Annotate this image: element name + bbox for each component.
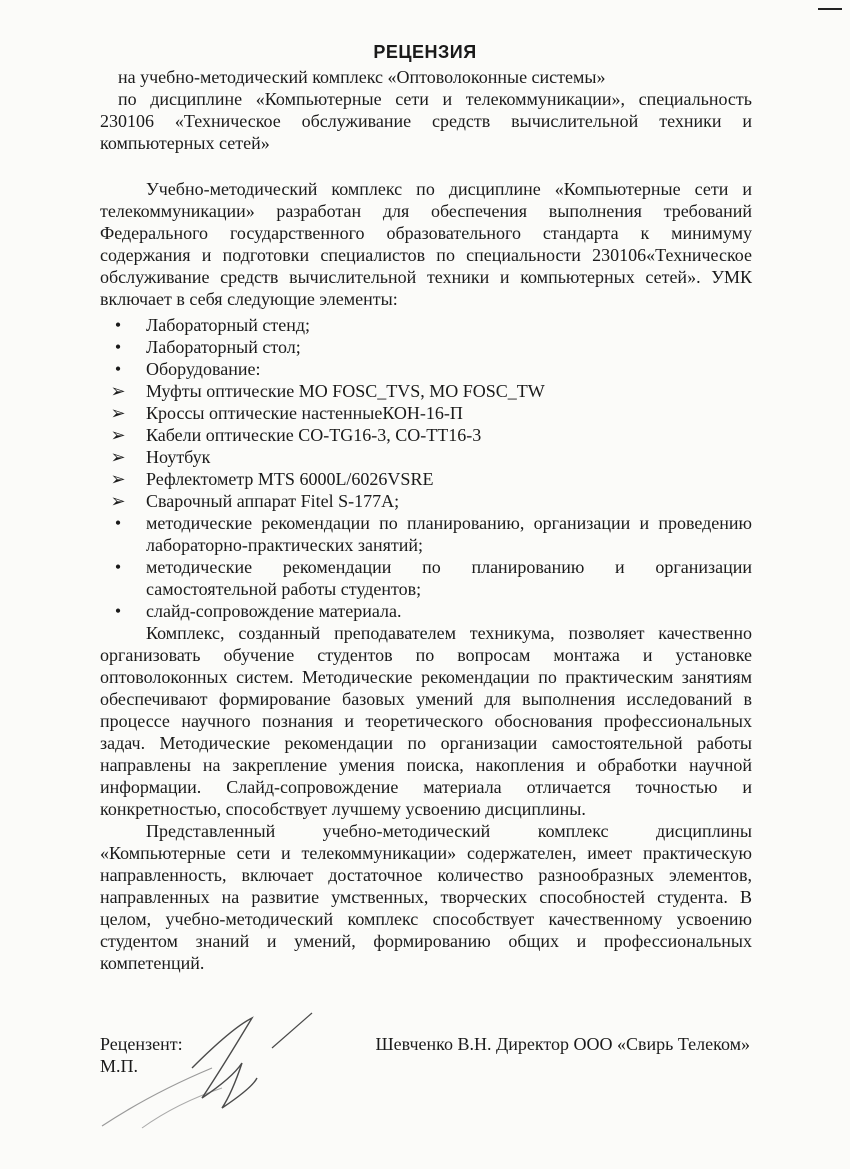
list-item-text: слайд-сопровождение материала. bbox=[146, 601, 402, 621]
list-marker: • bbox=[114, 315, 122, 335]
list-item bbox=[100, 446, 752, 468]
list-marker: • bbox=[114, 601, 122, 621]
list-marker: ➢ bbox=[110, 447, 126, 467]
list-marker: • bbox=[114, 359, 122, 379]
elements-list bbox=[100, 314, 752, 622]
header-line-discipline: по дисциплине «Компьютерные сети и телекоммуникации», специальность 230106 «Техническое обслуживание средств вычислительной техники и компьютерных сетей» bbox=[100, 89, 752, 153]
document-header bbox=[100, 66, 752, 154]
list-item-text: Сварочный аппарат Fitel S-177A; bbox=[146, 491, 400, 511]
list-item-text: Ноутбук bbox=[146, 447, 211, 467]
document-title: РЕЦЕНЗИЯ bbox=[373, 42, 477, 62]
list-item-text: Лабораторный стол; bbox=[146, 337, 301, 357]
list-item bbox=[100, 490, 752, 512]
list-item-text: Оборудование: bbox=[146, 359, 261, 379]
list-item-text: методические рекомендации по планированию и организации самостоятельной работы студентов; bbox=[146, 557, 752, 599]
seal-label: М.П. bbox=[100, 1056, 139, 1076]
list-item bbox=[100, 314, 752, 336]
conclusion-paragraph: Представленный учебно-методический комплекс дисциплины «Компьютерные сети и телекоммуникации» содержателен, имеет практическую направленность, включает достаточное количество разнообразных элементов, направленных на развитие умственных, творческих способностей студента. В целом, учебно-методический комплекс способствует качественному усвоению студентом знаний и умений, формированию общих и профессиональных компетенций. bbox=[100, 821, 752, 973]
list-marker: • bbox=[114, 337, 122, 357]
list-marker: ➢ bbox=[110, 403, 126, 423]
intro-section bbox=[100, 178, 752, 310]
signer-name: Шевченко В.Н. Директор ООО «Свирь Телеком» bbox=[375, 1034, 750, 1054]
list-item bbox=[100, 512, 752, 556]
assessment-section bbox=[100, 622, 752, 974]
intro-paragraph: Учебно-методический комплекс по дисциплине «Компьютерные сети и телекоммуникации» разработан для обеспечения выполнения требований Федерального государственного образовательного стандарта к минимуму содержания и подготовки специалистов по специальности 230106«Техническое обслуживание средств вычислительной техники и компьютерных сетей». УМК включает в себя следующие элементы: bbox=[100, 179, 752, 309]
list-marker: ➢ bbox=[110, 381, 126, 401]
list-item bbox=[100, 424, 752, 446]
reviewer-label: Рецензент: bbox=[100, 1034, 183, 1054]
list-marker: ➢ bbox=[110, 491, 126, 511]
list-item bbox=[100, 402, 752, 424]
list-item bbox=[100, 556, 752, 600]
list-item-text: Муфты оптические МО FOSC_TVS, МО FOSC_TW bbox=[146, 381, 545, 401]
list-marker: ➢ bbox=[110, 425, 126, 445]
list-item-text: Лабораторный стенд; bbox=[146, 315, 311, 335]
list-marker: ➢ bbox=[110, 469, 126, 489]
assessment-paragraph: Комплекс, созданный преподавателем техникума, позволяет качественно организовать обучение студентов по вопросам монтажа и установке оптоволоконных систем. Методические рекомендации по практическим занятиям обеспечивают формирование базовых умений для выполнения исследований в процессе научного познания и теоретического обоснования профессиональных задач. Методические рекомендации по организации самостоятельной работы направлены на закрепление умения поиска, накопления и обработки научной информации. Слайд-сопровождение материала отличается точностью и конкретностью, способствует лучшему усвоению дисциплины. bbox=[100, 623, 752, 819]
header-line-subject: на учебно-методический комплекс «Оптоволоконные системы» bbox=[118, 67, 606, 87]
list-item-text: методические рекомендации по планированию, организации и проведению лабораторно-практических занятий; bbox=[146, 513, 752, 555]
list-item-text: Кроссы оптические настенныеКОН-16-П bbox=[146, 403, 463, 423]
list-item bbox=[100, 336, 752, 358]
list-item bbox=[100, 468, 752, 490]
list-item-text: Кабели оптические СО-TG16-3, СО-TT16-3 bbox=[146, 425, 482, 445]
list-item bbox=[100, 358, 752, 380]
signature-tail bbox=[272, 1013, 312, 1048]
list-marker: • bbox=[114, 557, 122, 577]
list-item bbox=[100, 380, 752, 402]
list-item bbox=[100, 600, 752, 622]
list-marker: • bbox=[114, 513, 122, 533]
stamp-arc-inner bbox=[142, 1088, 222, 1128]
list-item-text: Рефлектометр MTS 6000L/6026VSRE bbox=[146, 469, 434, 489]
signature-stroke bbox=[192, 1018, 257, 1108]
corner-mark bbox=[818, 8, 842, 10]
